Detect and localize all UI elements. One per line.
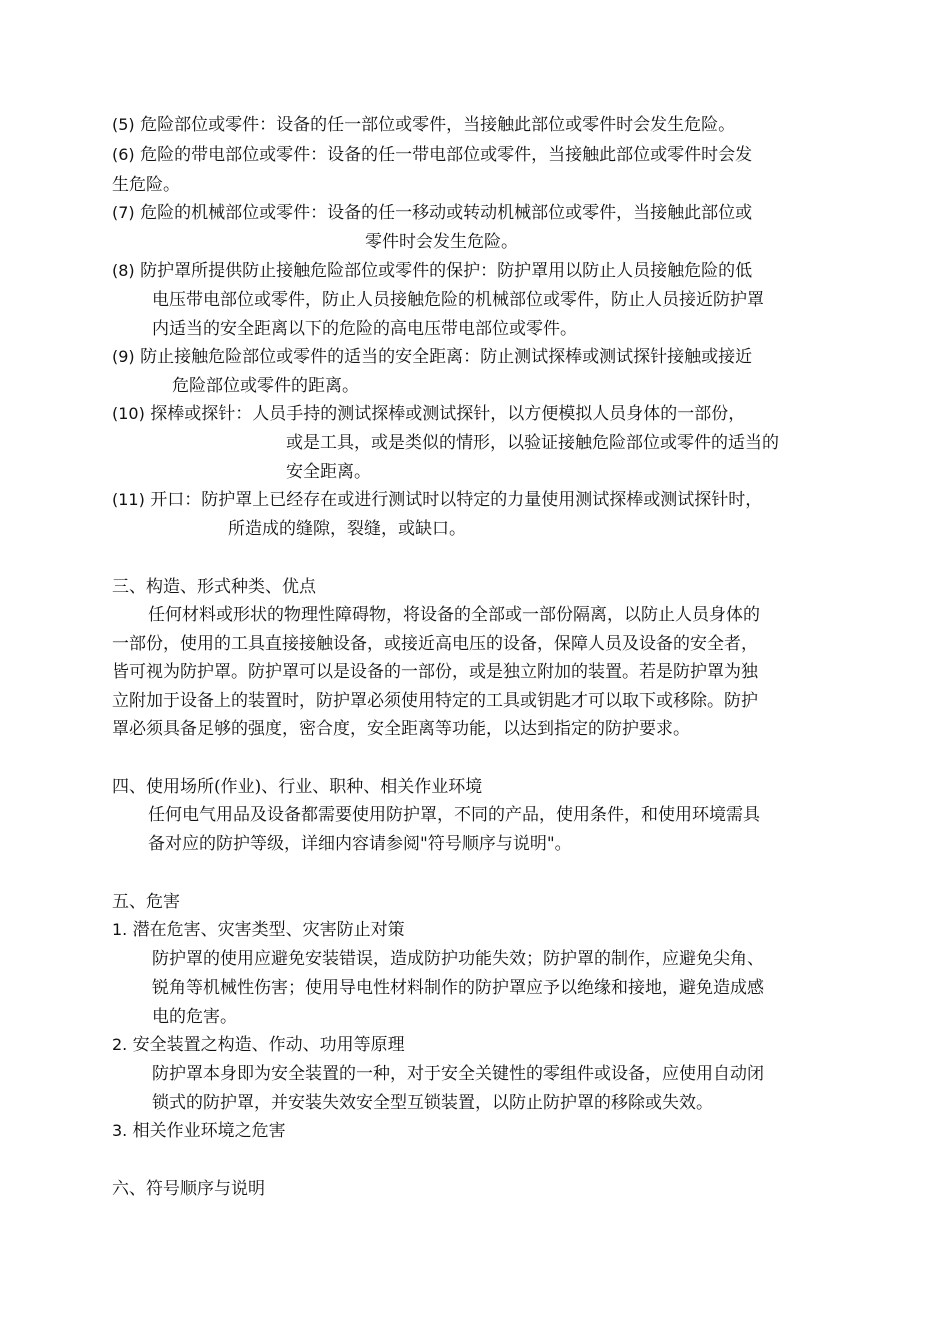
paragraph-line: 皆可视为防护罩。防护罩可以是设备的一部份，或是独立附加的装置。若是防护罩为独 (112, 662, 758, 682)
item-number: (10) (112, 404, 145, 423)
definition-item (112, 487, 762, 513)
paragraph-line: 防护罩本身即为安全装置的一种，对于安全关键性的零组件或设备，应使用自动闭 (152, 1064, 764, 1084)
item-text-continued: 所造成的缝隙，裂缝，或缺口。 (228, 519, 466, 539)
item-text: 探棒或探针：人员手持的测试探棒或测试探针，以方便模拟人员身体的一部份， (150, 404, 746, 424)
item-text: 开口：防护罩上已经存在或进行测试时以特定的力量使用测试探棒或测试探针时， (150, 490, 763, 510)
paragraph-line: 防护罩的使用应避免安装错误，造成防护功能失效；防护罩的制作，应避免尖角、 (152, 949, 764, 969)
subsection-heading (112, 1118, 286, 1144)
definition-item (112, 344, 752, 370)
item-number: (5) (112, 115, 135, 134)
paragraph-line: 任何材料或形状的物理性障碍物，将设备的全部或一部份隔离，以防止人员身体的 (148, 605, 760, 625)
definition-item (112, 112, 735, 138)
subsection-number: 2. (112, 1035, 128, 1054)
definition-item (112, 401, 745, 427)
section-heading: 四、使用场所(作业)、行业、职种、相关作业环境 (112, 777, 483, 797)
paragraph-line: 锐角等机械性伤害；使用导电性材料制作的防护罩应予以绝缘和接地，避免造成感 (152, 978, 764, 998)
paragraph-line: 一部份，使用的工具直接接触设备，或接近高电压的设备，保障人员及设备的安全者， (112, 634, 758, 654)
section-heading: 六、符号顺序与说明 (112, 1179, 265, 1199)
item-text: 危险的机械部位或零件：设备的任一移动或转动机械部位或零件，当接触此部位或 (140, 203, 753, 223)
item-text-continued: 零件时会发生危险。 (365, 232, 518, 252)
paragraph-line: 备对应的防护等级，详细内容请参阅"符号顺序与说明"。 (148, 834, 572, 854)
item-text: 防止接触危险部位或零件的适当的安全距离：防止测试探棒或测试探针接触或接近 (140, 347, 753, 367)
item-number: (11) (112, 490, 145, 509)
subsection-heading (112, 1032, 405, 1058)
item-number: (9) (112, 347, 135, 366)
paragraph-line: 电的危害。 (152, 1007, 237, 1027)
item-text-continued: 生危险。 (112, 175, 180, 195)
subsection-title: 相关作业环境之危害 (132, 1121, 286, 1141)
paragraph-line: 任何电气用品及设备都需要使用防护罩，不同的产品，使用条件，和使用环境需具 (148, 805, 760, 825)
item-text: 危险的带电部位或零件：设备的任一带电部位或零件，当接触此部位或零件时会发 (140, 145, 753, 165)
item-text-continued: 电压带电部位或零件，防止人员接触危险的机械部位或零件，防止人员接近防护罩 (152, 290, 764, 310)
item-text-continued: 危险部位或零件的距离。 (172, 376, 359, 396)
subsection-title: 潜在危害、灾害类型、灾害防止对策 (132, 920, 405, 940)
paragraph-line: 锁式的防护罩，并安装失效安全型互锁装置，以防止防护罩的移除或失效。 (152, 1093, 713, 1113)
paragraph-line: 立附加于设备上的装置时，防护罩必须使用特定的工具或钥匙才可以取下或移除。防护 (112, 691, 758, 711)
item-text: 防护罩所提供防止接触危险部位或零件的保护：防护罩用以防止人员接触危险的低 (140, 261, 753, 281)
item-number: (8) (112, 261, 135, 280)
section-heading: 三、构造、形式种类、优点 (112, 577, 316, 597)
subsection-heading (112, 917, 405, 943)
subsection-number: 3. (112, 1121, 128, 1140)
item-number: (7) (112, 203, 135, 222)
item-number: (6) (112, 145, 135, 164)
item-text-continued: 或是工具，或是类似的情形，以验证接触危险部位或零件的适当的 (286, 433, 779, 453)
definition-item (112, 200, 752, 226)
item-text-continued: 内适当的安全距离以下的危险的高电压带电部位或零件。 (152, 319, 577, 339)
subsection-number: 1. (112, 920, 128, 939)
paragraph-line: 罩必须具备足够的强度，密合度，安全距离等功能，以达到指定的防护要求。 (112, 719, 690, 739)
definition-item (112, 142, 752, 168)
definition-item (112, 258, 752, 284)
item-text: 危险部位或零件：设备的任一部位或零件，当接触此部位或零件时会发生危险。 (140, 115, 736, 135)
subsection-title: 安全装置之构造、作动、功用等原理 (132, 1035, 405, 1055)
section-heading: 五、危害 (112, 892, 180, 912)
item-text-continued: 安全距离。 (286, 462, 371, 482)
